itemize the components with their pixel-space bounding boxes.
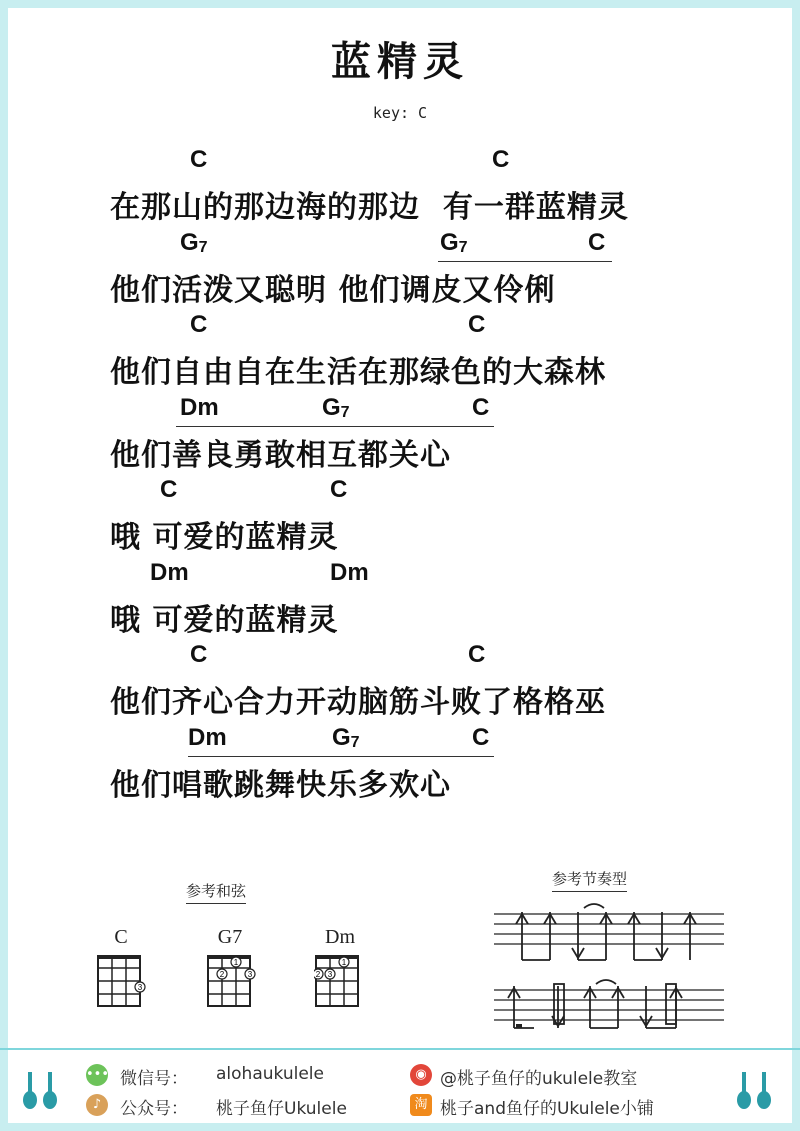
chord-label: C [588,228,606,256]
rhythm-pattern [494,900,726,1040]
song-key: key: C [372,104,428,122]
taobao-icon: 淘 [410,1094,432,1116]
chord-label: C [472,723,490,751]
chord-label: C [492,146,510,173]
finger-number: 2 [315,970,321,979]
ukulele-icon [736,1070,780,1116]
finger-number: 2 [219,970,225,979]
chord-label: Dm [330,558,369,586]
chord-label: C [472,393,490,421]
chord-diagram-g7 [206,954,266,1010]
weibo-icon: ◉ [410,1064,432,1086]
lyric-line: 哦 可爱的蓝精灵 [110,602,339,638]
finger-number: 3 [327,970,333,979]
lyric-line: 他们善良勇敢相互都关心 [110,437,451,473]
chord-label: C [468,311,486,338]
weibo-handle: @桃子鱼仔的ukulele教室 [440,1069,638,1089]
song-title: 蓝精灵 [331,39,469,85]
lyric-line: 在那山的那边海的那边 有一群蓝精灵 [110,190,629,225]
chord-bar-line [176,426,494,427]
chord-label: $G_7$ [180,228,208,256]
chord-label: $G_7$ [440,228,468,256]
footer-divider [0,1048,800,1050]
chord-label: C [330,476,348,503]
finger-number: 3 [137,983,143,992]
lyric-line: 哦 可爱的蓝精灵 [110,520,339,555]
public-account-label: 公众号： [120,1099,188,1119]
lyric-line: 他们唱歌跳舞快乐多欢心 [110,767,451,803]
chord-diagram-name: Dm [325,926,355,948]
ukulele-small-icon: ♪ [86,1094,108,1116]
ukulele-icon [22,1070,66,1116]
reference-rhythm-label: 参考节奏型 [552,868,627,892]
chord-label: $G_7$ [332,723,360,751]
chord-diagram-dm [314,954,370,1010]
chord-label: C [190,641,208,668]
taobao-shop: 桃子and鱼仔的Ukulele小铺 [440,1099,654,1119]
chord-label: Dm [150,558,189,586]
chord-diagram-name: G7 [217,926,243,948]
public-account-value: 桃子鱼仔Ukulele [216,1099,347,1119]
wechat-label: 微信号： [120,1069,188,1089]
chord-label: Dm [180,393,219,421]
chord-label: C [190,311,208,338]
lyric-line: 他们活泼又聪明 他们调皮又伶俐 [110,272,556,308]
chord-diagram-name: C [114,926,128,948]
chord-bar-line [188,756,494,757]
chord-label: C [160,476,178,503]
chord-diagram-c [96,954,152,1010]
lyric-line: 他们齐心合力开动脑筋斗败了格格巫 [110,685,606,720]
finger-number: 1 [233,958,239,967]
finger-number: 1 [341,958,347,967]
chord-label: C [190,146,208,173]
finger-number: 3 [247,970,253,979]
chord-label: C [468,641,486,668]
wechat-value: alohaukulele [216,1064,324,1084]
chord-label: Dm [188,723,227,751]
reference-chords-label: 参考和弦 [186,880,246,904]
wechat-icon: ••• [86,1064,108,1086]
chord-label: $G_7$ [322,393,350,421]
lyric-line: 他们自由自在生活在那绿色的大森林 [110,355,606,390]
chord-bar-line [438,261,612,262]
